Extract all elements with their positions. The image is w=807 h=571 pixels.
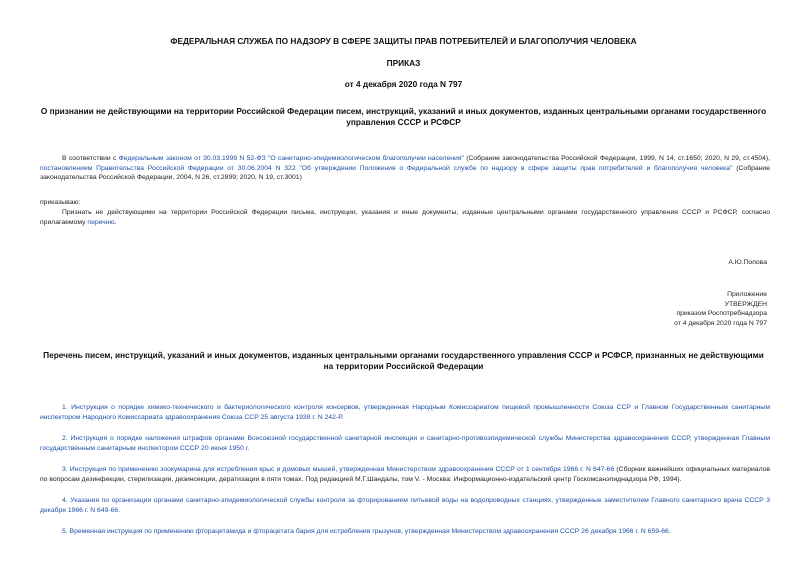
list-link[interactable]: перечню	[87, 218, 115, 226]
order-date-number: от 4 декабря 2020 года N 797	[344, 79, 463, 89]
government-resolution-link[interactable]: постановлением Правительства Российской Федерации от 30.06.2004 N 322 "Об утверждении Положения о Федеральной службе по надзору в сфере защиты прав потребителей и благополучия человека"	[40, 164, 733, 172]
list-item-5[interactable]: 5. Временная инструкция по применению фторацетамида и фторацетата бария для истребления грызунов, утвержденная Министерством здравоохранения СССР 26 декабря 1966 г. N 659-66.	[62, 528, 671, 535]
list-item-3-note: (Сборник важнейших официальных материалов по вопросам дезинфекции, стерилизации, дезинсекции, дератизации в пяти томах. Под редакцией М.Г.Шандалы, том V. - Москва: Информационно-издательский центр Госкомсанэпиднадзора РФ, 1994).	[40, 466, 770, 483]
appendix-approved: УТВЕРЖДЕН	[724, 300, 767, 308]
prikazyvayu-label: приказываю:	[40, 199, 81, 206]
appendix-block	[674, 290, 767, 328]
list-item-3	[40, 465, 770, 484]
list-item-2[interactable]: 2. Инструкция о порядке наложения штрафов органами Всесоюзной государственной санитарной инспекции и санитарно-противоэпидемической службы Министерства здравоохранения СССР, утвержденная Главным государственным санитарным инспектором СССР 20 июня 1950 г.	[40, 435, 770, 452]
federal-law-link[interactable]: Федеральным законом от 30.03.1999 N 52-ФЗ "О санитарно-эпидемиологическом благополучии населения"	[118, 155, 464, 162]
list-item-4[interactable]: 4. Указания по организации органами санитарно-эпидемиологической службы контроля за фторированием питьевой воды на водопроводных станциях, утвержденные заместителем Главного санитарного врача СССР 3 декабря 1966 г. N 649-66.	[40, 497, 770, 514]
signature: А.Ю.Попова	[728, 259, 767, 266]
preamble-text-1: В соответствии с	[62, 155, 119, 162]
list-title: Перечень писем, инструкций, указаний и иных документов, изданных центральными органами государственного управления СССР и РСФСР, признанных не действующими на территории Российской Федерации	[43, 350, 764, 371]
appendix-date: от 4 декабря 2020 года N 797	[674, 319, 767, 327]
appendix-by-order: приказом Роспотребнадзора	[676, 310, 767, 318]
order-paragraph	[40, 208, 770, 227]
appendix-label: Приложение	[727, 291, 767, 298]
preamble-text-2: (Собрание законодательства Российской Федерации, 1999, N 14, ст.1650; 2020, N 29, ст.4504),	[463, 155, 770, 162]
order-text: Признать не действующими на территории Российской Федерации письма, инструкции, указания и иные документы, изданные центральными органами государственного управления СССР и РСФСР, согласно прилагаемому	[40, 209, 770, 226]
list-item-3-link[interactable]: 3. Инструкция по применению зоокумарина для истребления крыс и домовых мышей, утвержденная Министерством здравоохранения СССР от 1 сентября 1966 г. N 647-66	[62, 466, 615, 473]
preamble-paragraph	[40, 154, 770, 183]
agency-heading: ФЕДЕРАЛЬНАЯ СЛУЖБА ПО НАДЗОРУ В СФЕРЕ ЗАЩИТЫ ПРАВ ПОТРЕБИТЕЛЕЙ И БЛАГОПОЛУЧИЯ ЧЕЛОВЕКА	[170, 36, 637, 46]
order-text-end: .	[114, 218, 117, 226]
order-title: О признании не действующими на территории Российской Федерации писем, инструкций, указаний и иных документов, изданных центральными органами государственного управления СССР и РСФСР	[40, 106, 767, 127]
list-item-1[interactable]: 1. Инструкция о порядке химико-технического и бактериологического контроля консервов, утвержденная Народным Комиссариатом пищевой промышленности Союза ССР и Главном Государственным санитарным инспектором Народного Комиссариата здравоохранения Союза ССР 25 августа 1938 г. N 242-Р.	[40, 404, 770, 421]
order-type-heading: ПРИКАЗ	[386, 58, 421, 68]
preamble-text-3: (Собрание законодательства Российской Федерации, 2004, N 26, ст.2899; 2020, N 19, ст.3001)	[40, 164, 770, 182]
